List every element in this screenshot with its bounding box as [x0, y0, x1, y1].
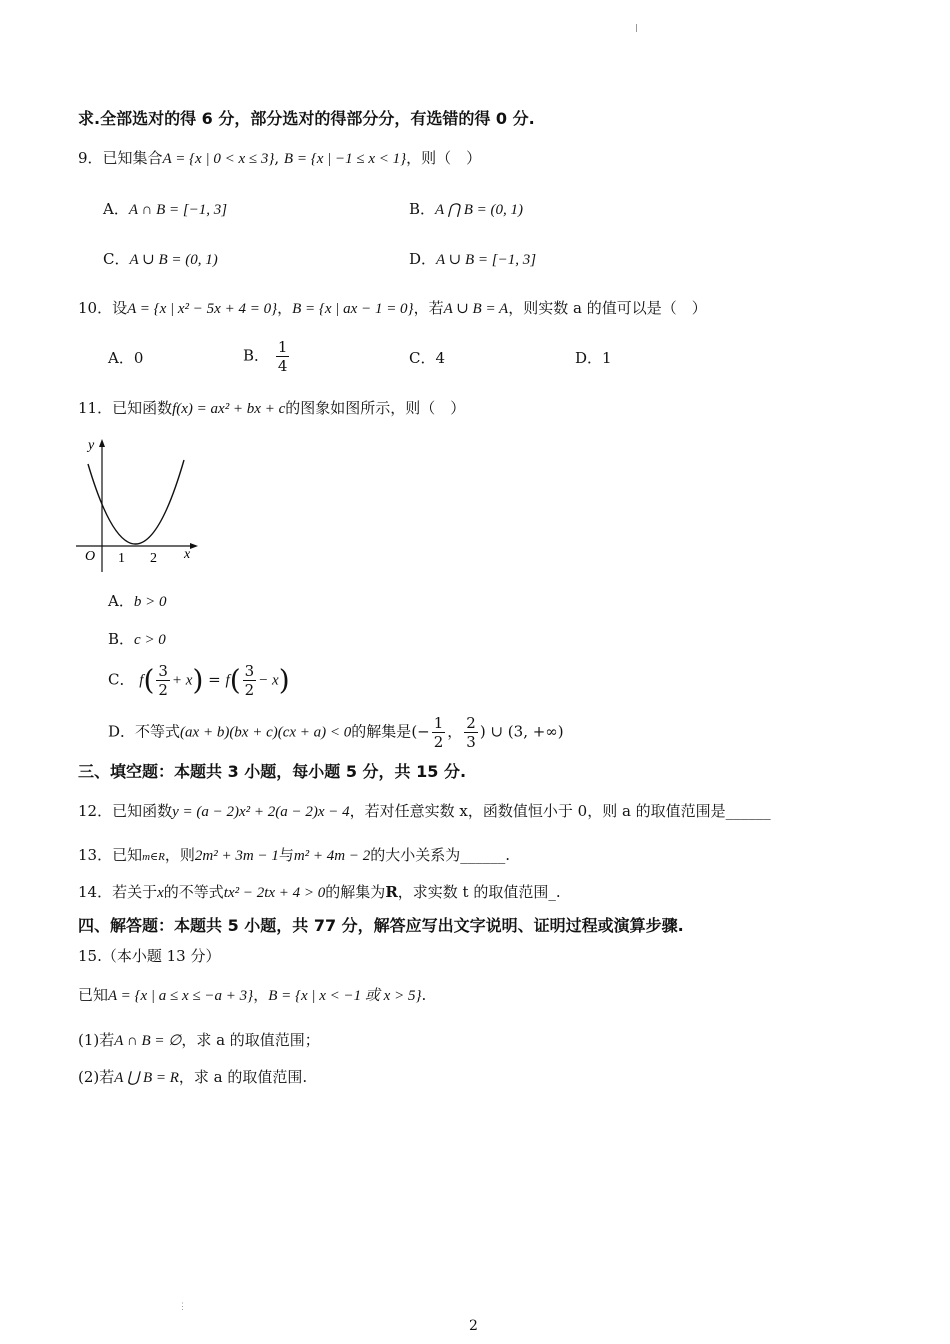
question-11-option-a[interactable]: A．b > 0 [108, 592, 167, 610]
question-13: 13．已知m∈R，则2m² + 3m − 1与m² + 4m − 2的大小关系为______. [78, 846, 511, 864]
origin-label: O [85, 549, 96, 564]
header-tick-mark [636, 24, 637, 32]
question-9-option-a[interactable]: A．A ∩ B = [−1, 3] [103, 200, 228, 218]
question-11-option-d[interactable]: D．不等式(ax + b)(bx + c)(cx + a) < 0的解集是(− $\frac{1}{2}$ ， $\frac{2}{3}$ ) ∪ (3, +∞) [108, 714, 564, 751]
tick-label-2: 2 [150, 551, 157, 566]
question-9-option-b[interactable]: B．A ⋂ B = (0, 1) [409, 200, 524, 218]
section-4-title: 四、解答题：本题共 5 小题，共 77 分，解答应写出文字说明、证明过程或演算步骤. [78, 916, 684, 935]
question-12: 12．已知函数y = (a − 2)x² + 2(a − 2)x − 4，若对任意实数 x，函数值恒小于 0，则 a 的取值范围是______ [78, 802, 771, 820]
question-11-option-b[interactable]: B．c > 0 [108, 630, 166, 648]
y-axis-arrow [99, 439, 105, 447]
question-15-part-1: (1)若A ∩ B = ∅，求 a 的取值范围； [78, 1031, 320, 1049]
question-10-option-d[interactable]: D．1 [575, 349, 612, 367]
section-3-title: 三、填空题：本题共 3 小题，每小题 5 分，共 15 分. [78, 762, 467, 781]
question-10-option-a[interactable]: A．0 [108, 349, 144, 367]
fraction: $\frac{1}{4}$ [277, 338, 288, 375]
question-10-option-c[interactable]: C．4 [409, 349, 446, 367]
y-axis-label: y [88, 438, 95, 453]
question-10-option-b[interactable]: B． $\frac{1}{4}$ [243, 338, 288, 375]
scoring-note: 求.全部选对的得 6 分，部分选对的得部分分，有选错的得 0 分. [78, 109, 535, 128]
parabola-graph [74, 436, 204, 576]
question-11-option-c[interactable]: C． f( $\frac{3}{2}$ + x) = f( $\frac{3}{2}$ − x) [108, 662, 290, 699]
question-14: 14．若关于x的不等式tx² − 2tx + 4 > 0的解集为R，求实数 t 的取值范围_. [78, 883, 561, 901]
question-9-stem: 9．已知集合A = {x | 0 < x ≤ 3}, B = {x | −1 ≤ x < 1}，则（ ） [78, 149, 482, 167]
question-15-given: 已知A = {x | a ≤ x ≤ −a + 3}，B = {x | x < −1 或 x > 5}. [78, 986, 427, 1004]
x-axis-arrow [190, 543, 198, 549]
question-10-stem: 10．设A = {x | x² − 5x + 4 = 0}，B = {x | ax − 1 = 0}，若A ∪ B = A，则实数 a 的值可以是（ ） [78, 299, 707, 317]
question-15-part-2: (2)若A ⋃ B = R，求 a 的取值范围. [78, 1068, 308, 1086]
footer-dots: ⋮ [178, 1302, 187, 1312]
tick-label-1: 1 [118, 551, 125, 566]
question-9-option-d[interactable]: D．A ∪ B = [−1, 3] [409, 250, 537, 268]
page-number: 2 [469, 1318, 478, 1334]
question-15-header: 15.（本小题 13 分） [78, 947, 221, 965]
question-9-option-c[interactable]: C．A ∪ B = (0, 1) [103, 250, 218, 268]
question-11-stem: 11．已知函数f(x) = ax² + bx + c的图象如图所示，则（ ） [78, 399, 466, 417]
x-axis-label: x [184, 547, 191, 562]
